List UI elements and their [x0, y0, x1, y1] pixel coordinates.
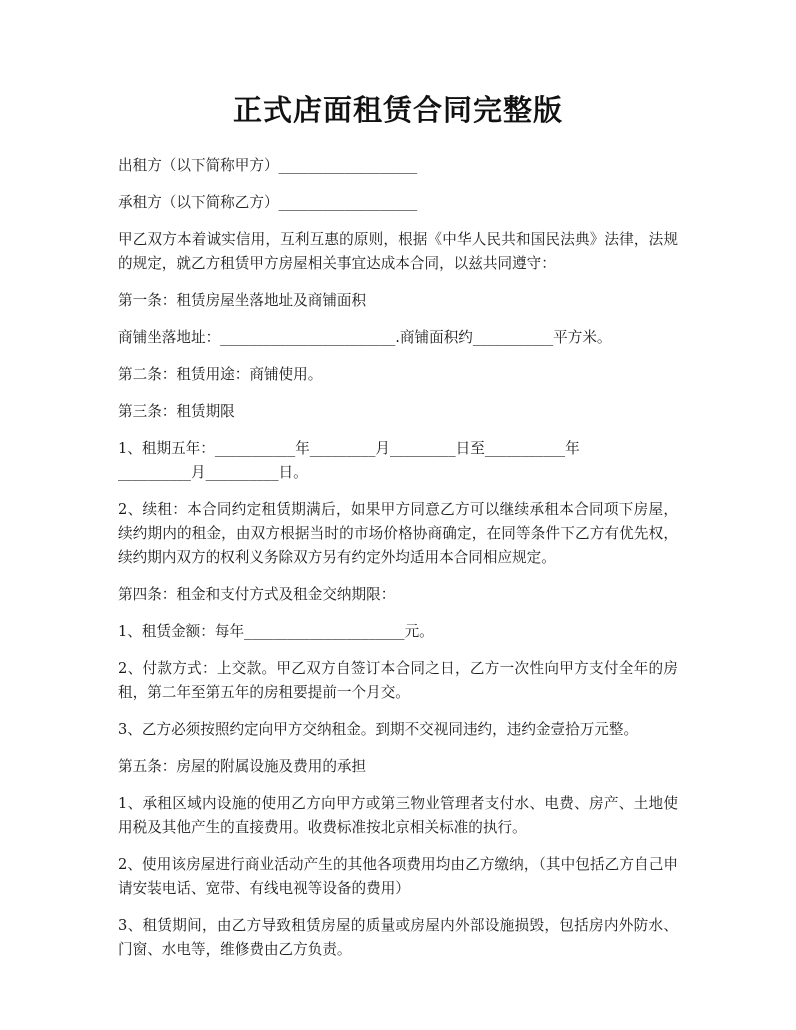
shop-address-line: 商铺坐落地址：________________________.商铺面积约___________平方米。 — [118, 329, 612, 346]
article-3-heading: 第三条：租赁期限 — [118, 403, 235, 420]
lease-term-paragraph: 1、租期五年：___________年_________月_________日至___________年 __________月__________日。 — [118, 440, 580, 481]
rent-amount-line: 1、租赁金额：每年______________________元。 — [118, 623, 434, 640]
payment-method-paragraph: 2、付款方式：上交款。甲乙双方自签订本合同之日，乙方一次性向甲方支付全年的房租，第二年至第五年的房租要提前一个月交。 — [118, 660, 678, 701]
article-2-heading: 第二条：租赁用途：商铺使用。 — [118, 366, 323, 383]
lessor-line: 出租方（以下简称甲方）___________________ — [118, 157, 418, 174]
renewal-paragraph: 2、续租：本合同约定租赁期满后，如果甲方同意乙方可以继续承租本合同项下房屋，续约期内的租金，由双方根据当时的市场价格协商确定，在同等条件下乙方有优先权，续约期内双方的权利义务除双方另有约定外均适用本合同相应规定。 — [118, 501, 678, 566]
article-1-heading: 第一条：租赁房屋坐落地址及商铺面积 — [118, 292, 367, 309]
preamble-paragraph: 甲乙双方本着诚实信用，互利互惠的原则，根据《中华人民共和国民法典》法律，法规的规定，就乙方租赁甲方房屋相关事宜达成本合同，以兹共同遵守： — [118, 231, 678, 272]
facility-fees-paragraph: 1、承租区域内设施的使用乙方向甲方或第三物业管理者支付水、电费、房产、土地使用税及其他产生的直接费用。收费标准按北京相关标准的执行。 — [118, 795, 678, 836]
document-title: 正式店面租赁合同完整版 — [232, 93, 563, 127]
business-fees-paragraph: 2、使用该房屋进行商业活动产生的其他各项费用均由乙方缴纳，（其中包括乙方自己申请安装电话、宽带、有线电视等设备的费用） — [118, 856, 678, 897]
rent-obligation-paragraph: 3、乙方必须按照约定向甲方交纳租金。到期不交视同违约，违约金壹拾万元整。 — [118, 721, 639, 738]
lessee-line: 承租方（以下简称乙方）___________________ — [118, 194, 418, 211]
article-4-heading: 第四条：租金和支付方式及租金交纳期限： — [118, 586, 396, 603]
article-5-heading: 第五条：房屋的附属设施及费用的承担 — [118, 758, 367, 775]
maintenance-paragraph: 3、租赁期间，由乙方导致租赁房屋的质量或房屋内外部设施损毁，包括房内外防水、门窗、水电等，维修费由乙方负责。 — [118, 917, 678, 958]
